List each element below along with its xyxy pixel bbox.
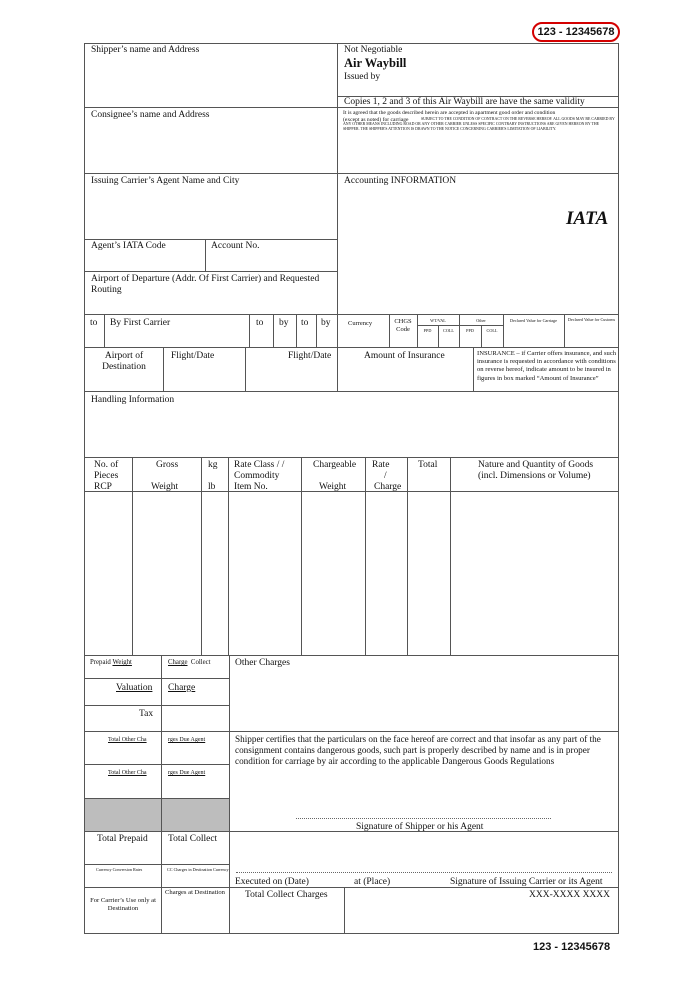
coll-1: COLL [443, 328, 454, 333]
total-collect: Total Collect [168, 834, 218, 844]
col-lb: lb [208, 482, 216, 492]
issuing-carrier-agent: Issuing Carrier’s Agent Name and City [91, 176, 240, 186]
col-charge: Charge [374, 482, 402, 492]
route-by-2: by [279, 318, 289, 328]
route-to-3: to [301, 318, 309, 328]
total-collect-charges: Total Collect Charges [245, 890, 328, 900]
currency-label: Currency [348, 320, 373, 327]
issued-by: Issued by [344, 72, 381, 82]
cc-charges-dest-currency: CC Charges in Destination Currency [167, 867, 229, 872]
airport-departure: Airport of Departure (Addr. Of First Carrier) and Requested Routing [91, 274, 320, 295]
airport-destination: Airport of Destination [102, 351, 146, 372]
route-to-1: to [90, 318, 98, 328]
declared-value-customs: Declared Value for Customs [567, 317, 616, 322]
conditions-fine-print: SUBJECT TO THE CONDITION OF CONTRACT ON THE REVERSE HEREOF. ALL GOODS MAY BE CARRIED BY ANY OTHER MEANS INCLUDING ROAD OR ANY OTHER CARRIER UNLESS SPECIFIC CONTRARY INSTRUCTIONS ARE GIVEN HEREON BY THE SHIPPER. THE SHIPPER'S ATTENTION IS DRAWN TO THE NOTICE CONCERNING CARRIER'S LIMITATION OF LIABILITY. [343, 117, 615, 132]
ppd-1: PPD [423, 328, 432, 333]
coll-2: COLL [486, 328, 498, 333]
agent-iata-code: Agent’s IATA Code [91, 241, 166, 251]
carrier-use-only: For Carrier’s Use only at Destination [90, 897, 156, 912]
signature-shipper: Signature of Shipper or his Agent [356, 822, 484, 832]
chgs-code: CHGS Code [394, 318, 412, 333]
accounting-info: Accounting INFORMATION [344, 176, 457, 186]
prepaid-label: Prepaid Weight [90, 659, 132, 666]
col-gross: Gross [156, 460, 179, 470]
insurance-note: INSURANCE – if Carrier offers insurance, and such insurance is requested in accordance with conditions on reverse hereof, indicate amount to be insured in figures in box marked “Amount of Insurance” [477, 350, 617, 382]
shipper-certification: Shipper certifies that the particulars on the face hereof are correct and that insofar as any part of the consignment contains dangerous goods, such part is properly described by name and is in proper condition for carriage by air according to the applicable Dangerous Goods Regulations [235, 734, 601, 766]
charge-collect-label [168, 657, 211, 668]
total-prepaid: Total Prepaid [97, 834, 148, 844]
wtval-label: WT/VAL [430, 318, 446, 323]
awb-number-bottom: 123 - 12345678 [533, 941, 611, 953]
col-gross-weight: Weight [151, 482, 179, 492]
total-other-agent-b: rges Due Agent [168, 737, 206, 743]
other-charges: Other Charges [235, 658, 290, 668]
ppd-2: PPD [466, 328, 474, 333]
iata-logo-text: IATA [566, 208, 609, 229]
at-place: at (Place) [354, 877, 391, 887]
route-by-3: by [321, 318, 331, 328]
tax-label: Tax [139, 709, 154, 719]
flight-date-1: Flight/Date [171, 351, 215, 361]
total-other-carrier-b: rges Due Agent [168, 770, 206, 776]
amount-insurance: Amount of Insurance [364, 351, 445, 361]
handling-info: Handling Information [91, 395, 175, 405]
not-negotiable: Not Negotiable [344, 45, 403, 55]
collect-label: Collect [190, 659, 211, 666]
currency-conversion-rates: Currency Conversion Rates [96, 867, 143, 872]
col-rate: Rate [372, 460, 390, 470]
consignee-label: Consignee’s name and Address [91, 110, 210, 120]
total-other-carrier-a: Total Other Cha [108, 770, 147, 776]
charge-label: Charge [168, 659, 188, 666]
col-nature-dims: (incl. Dimensions or Volume) [478, 471, 591, 481]
conditions-line1: It is agreed that the goods described herein are accepted in apartment good order and condition [343, 110, 556, 116]
valuation-label: Valuation [116, 683, 153, 693]
col-rate-slash: / [384, 471, 387, 481]
awb-number-top: 123 - 12345678 [532, 22, 620, 42]
col-total: Total [418, 460, 438, 470]
signature-carrier: Signature of Issuing Carrier or its Agent [450, 877, 603, 887]
col-pieces: No. of Pieces RCP [94, 460, 119, 492]
col-nature: Nature and Quantity of Goods [478, 460, 594, 470]
by-first-carrier: By First Carrier [110, 318, 171, 328]
copies-validity: Copies 1, 2 and 3 of this Air Waybill are have the same validity [344, 97, 585, 107]
charges-at-destination: Charges at Destination [165, 889, 225, 896]
other-label: Other [476, 318, 486, 323]
weight-label: Weight [112, 659, 132, 666]
col-chargeable-weight: Weight [319, 482, 347, 492]
total-other-agent-a: Total Other Cha [108, 737, 147, 743]
col-rate-class: Rate Class / / Commodity Item No. [234, 460, 285, 492]
conditions-line2: (except as noted) for carriage [343, 117, 409, 123]
route-to-2: to [256, 318, 264, 328]
declared-value-carriage: Declared Value for Carriage [509, 318, 557, 323]
account-no: Account No. [211, 241, 260, 251]
col-kg: kg [208, 460, 218, 470]
shipper-label: Shipper’s name and Address [91, 45, 200, 55]
executed-on: Executed on (Date) [235, 877, 309, 887]
flight-date-2: Flight/Date [288, 351, 332, 361]
col-chargeable: Chargeable [313, 460, 357, 470]
xxx-reference: XXX-XXXX XXXX [529, 890, 611, 900]
valuation-charge-label: Charge [168, 683, 196, 693]
waybill-title: Air Waybill [344, 56, 407, 70]
